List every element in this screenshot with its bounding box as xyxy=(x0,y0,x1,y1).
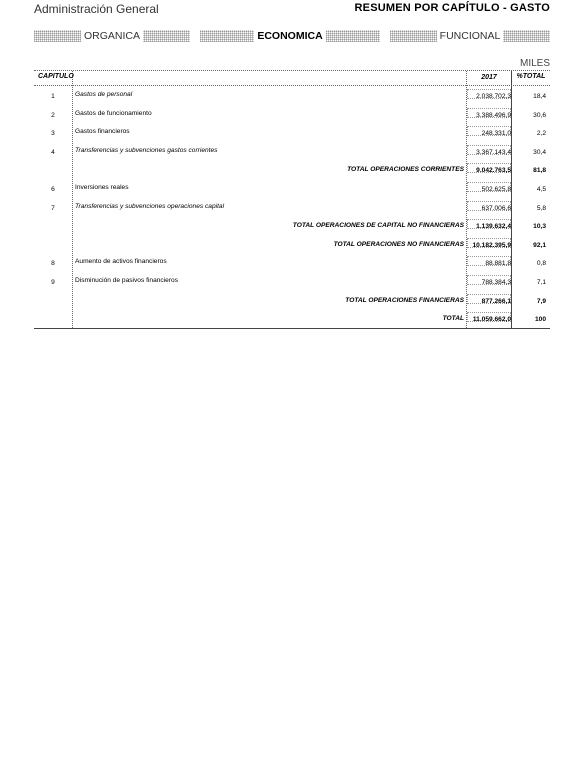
table-row xyxy=(34,198,550,217)
amount-value: 637.006,6 xyxy=(481,204,511,212)
chapter-description: Aumento de activos financieros xyxy=(75,258,167,266)
header-year: 2017 xyxy=(481,74,497,81)
header-chapter: CAPITULO xyxy=(38,73,74,80)
tab-economica[interactable]: ECONOMICA xyxy=(200,30,380,42)
units-label: MILES xyxy=(519,58,550,69)
amount-value: 3.388.496,9 xyxy=(476,111,511,119)
amount-value: 2.038.702,3 xyxy=(476,93,511,100)
chapter-number: 8 xyxy=(51,260,55,268)
total-label: TOTAL OPERACIONES NO FINANCIERAS xyxy=(333,240,464,248)
tab-funcional[interactable]: FUNCIONAL xyxy=(390,30,550,42)
chapter-description: Transferencias y subvenciones gastos corrientes xyxy=(75,146,218,154)
percent-value: 30,6 xyxy=(533,111,546,119)
total-row xyxy=(34,160,550,179)
chapter-description: Transferencias y subvenciones operaciones capital xyxy=(75,202,225,210)
amount-value: 248.331,0 xyxy=(481,130,511,138)
total-row xyxy=(34,291,550,310)
percent-value: 7,9 xyxy=(536,297,546,305)
table-row xyxy=(34,123,550,142)
table-row xyxy=(34,105,550,124)
total-row xyxy=(34,309,550,328)
amount-value: 3.367.143,4 xyxy=(476,148,511,156)
amount-value: 1.139.632,4 xyxy=(476,223,511,231)
percent-value: 7,1 xyxy=(536,278,546,286)
percent-value: 100 xyxy=(534,316,546,324)
table-row xyxy=(34,86,550,105)
amount-value: 10.182.395,9 xyxy=(472,241,511,249)
chapter-number: 1 xyxy=(51,93,55,100)
page-header-right: RESUMEN POR CAPÍTULO - GASTO xyxy=(354,2,550,14)
budget-table xyxy=(34,70,550,329)
chapter-number: 7 xyxy=(51,204,55,212)
percent-value: 81,8 xyxy=(533,167,546,175)
table-row xyxy=(34,272,550,291)
chapter-description: Gastos de funcionamiento xyxy=(75,109,152,117)
table-header xyxy=(34,71,550,86)
classification-tabs xyxy=(34,30,550,42)
chapter-number: 9 xyxy=(51,278,55,286)
amount-value: 502.625,8 xyxy=(481,185,511,193)
percent-value: 2,2 xyxy=(536,130,546,138)
percent-value: 92,1 xyxy=(533,241,546,249)
chapter-description: Gastos de personal xyxy=(75,91,133,98)
amount-value: 88.881,8 xyxy=(485,260,511,268)
total-label: TOTAL xyxy=(442,315,464,323)
percent-value: 10,3 xyxy=(533,223,546,231)
tab-organica[interactable]: ORGANICA xyxy=(34,30,190,42)
amount-value: 788.384,3 xyxy=(481,278,511,286)
percent-value: 18,4 xyxy=(533,93,546,100)
total-row xyxy=(34,216,550,235)
total-row xyxy=(34,235,550,254)
table-row xyxy=(34,253,550,272)
percent-value: 4,5 xyxy=(536,185,546,193)
header-pct: %TOTAL xyxy=(516,73,546,80)
total-label: TOTAL OPERACIONES CORRIENTES xyxy=(347,166,464,174)
percent-value: 0,8 xyxy=(536,260,546,268)
chapter-description: Gastos financieros xyxy=(75,128,130,136)
chapter-description: Inversiones reales xyxy=(75,183,129,191)
chapter-description: Disminución de pasivos financieros xyxy=(75,276,178,284)
chapter-number: 3 xyxy=(51,130,55,138)
amount-value: 9.042.763,5 xyxy=(476,167,511,175)
amount-value: 11.059.662,0 xyxy=(472,316,511,324)
page-header-left: Administración General xyxy=(34,2,159,16)
percent-value: 5,8 xyxy=(536,204,546,212)
table-row xyxy=(34,142,550,161)
chapter-number: 2 xyxy=(51,111,55,119)
table-row xyxy=(34,179,550,198)
chapter-number: 6 xyxy=(51,185,55,193)
amount-value: 877.266,1 xyxy=(481,297,511,305)
table-body xyxy=(34,86,550,328)
total-label: TOTAL OPERACIONES DE CAPITAL NO FINANCIERAS xyxy=(292,222,464,230)
total-label: TOTAL OPERACIONES FINANCIERAS xyxy=(345,296,464,304)
percent-value: 30,4 xyxy=(533,148,546,156)
chapter-number: 4 xyxy=(51,148,55,156)
